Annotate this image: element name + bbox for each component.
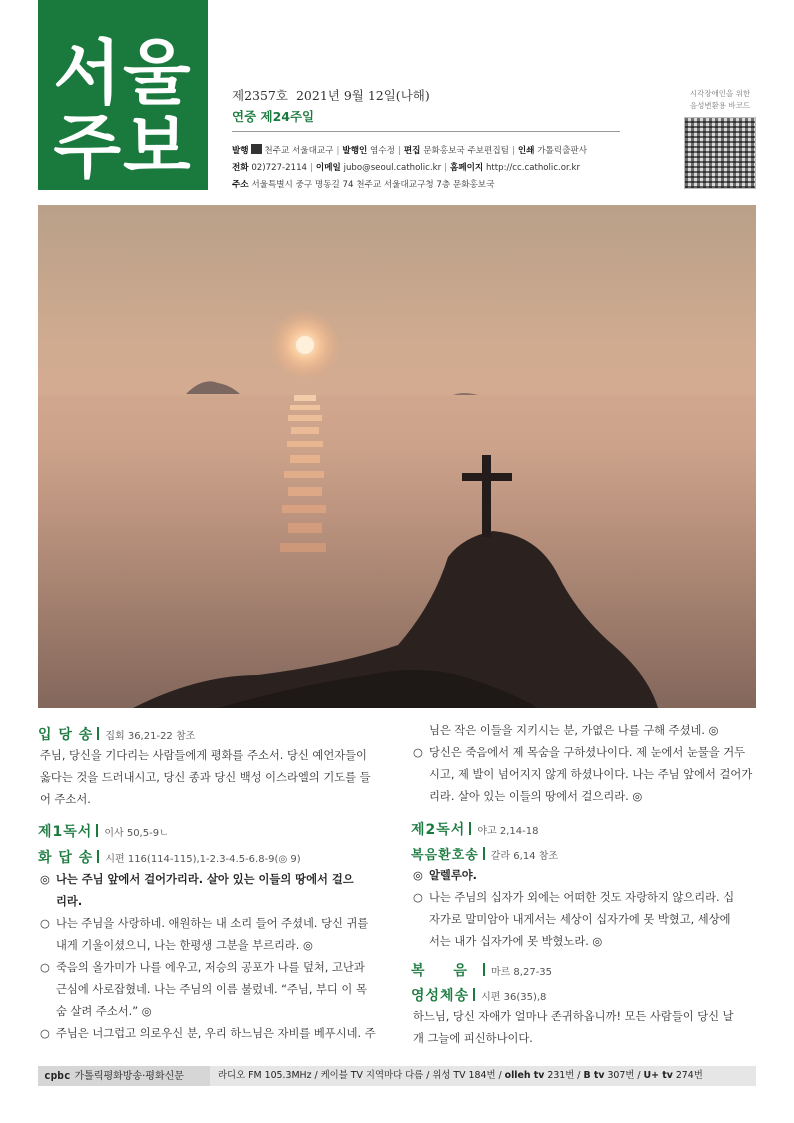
contact-info-line: 전화 02)727-2114 | 이메일 jubo@seoul.catholic.kr | 홈페이지 http://cc.catholic.or.kr — [232, 163, 581, 173]
gospel-acclamation-ref: 갈라 6,14 참조 — [490, 851, 559, 862]
gospel-title: 복 음 — [411, 963, 479, 979]
section-bar — [96, 824, 98, 837]
second-reading-header — [411, 819, 538, 839]
psalm-response-line1: 나는 주님 앞에서 걸어가리라. 살아 있는 이들의 땅에서 걸으 — [56, 873, 354, 886]
section-bar — [483, 963, 485, 976]
masthead-title-line1: 서울 — [53, 32, 193, 114]
entrance-antiphon-title: 입 당 송 — [38, 727, 94, 743]
publisher-info-line: 발행 천주교 서울대교구 | 발행인 염수정 | 편집 문화홍보국 주보편집팀 | 인쇄 가톨릭출판사 — [232, 146, 588, 156]
psalm-response-line2: 리라. — [56, 895, 83, 908]
psalm-v1-line2: 내게 기울이셨으니, 나는 한평생 그분을 부르리라. ◎ — [56, 939, 313, 952]
section-bar — [469, 822, 471, 835]
entrance-antiphon-header — [38, 724, 195, 744]
verse-mark-icon: ○ — [40, 961, 50, 974]
header-divider — [232, 131, 620, 132]
psalm-v3-line2: 님은 작은 이들을 지키시는 분, 가엾은 나를 구해 주셨네. ◎ — [429, 724, 719, 737]
communion-line1: 하느님, 당신 자애가 얼마나 존귀하옵니까! 모든 사람들이 당신 날 — [413, 1010, 734, 1023]
printer-value: 가톨릭출판사 — [537, 146, 588, 156]
psalm-v4-line3: 리라. 살아 있는 이들의 땅에서 걸으리라. ◎ — [429, 790, 643, 803]
publisher-value: 천주교 서울대교구 — [264, 146, 334, 156]
psalm-header — [38, 847, 301, 867]
liturgical-season: 연중 제24주일 — [232, 109, 315, 124]
psalm-v2-line2: 근심에 사로잡혔네. 나는 주님의 이름 불렀네. “주님, 부디 이 목 — [56, 983, 367, 996]
section-bar — [97, 727, 99, 740]
communion-line2: 개 그늘에 피신하나이다. — [413, 1032, 533, 1045]
broadcast-footer — [38, 1066, 756, 1086]
psalm-verse-3-cont — [411, 720, 718, 742]
broadcast-channels — [218, 1066, 703, 1086]
section-bar — [97, 850, 99, 863]
qr-caption-line2: 음성변환용 바코드 — [689, 101, 751, 110]
address-value: 서울특별시 중구 명동길 74 천주교 서울대교구청 7층 문화홍보국 — [251, 180, 495, 190]
psalm-verse-1 — [38, 913, 368, 957]
psalm-verse-4 — [411, 742, 752, 808]
cpbc-brand-name: 가톨릭평화방송·평화신문 — [74, 1071, 184, 1082]
psalm-v2-line1: 죽음의 올가미가 나를 에우고, 저승의 공포가 나를 덮쳐, 고난과 — [56, 961, 365, 974]
psalm-v2-line3: 숨 살려 주소서.” ◎ — [56, 1005, 152, 1018]
address-label: 주소 — [232, 180, 249, 190]
gospel-acclamation-header — [411, 844, 558, 863]
response-mark-icon: ◎ — [40, 873, 50, 886]
entrance-antiphon-ref: 집회 36,21-22 참조 — [105, 731, 196, 742]
gospel-acclamation-response — [411, 865, 477, 887]
homepage-link[interactable]: http://cc.catholic.or.kr — [485, 163, 581, 173]
response-mark-icon: ◎ — [413, 869, 423, 882]
archdiocese-emblem-icon — [251, 144, 262, 154]
gospel-header — [411, 960, 552, 980]
sunset-sea-cross-photo — [38, 205, 756, 708]
psalm-verse-2 — [38, 957, 367, 1023]
psalm-v4-line2: 시고, 제 발이 넘어지지 않게 하셨나이다. 나는 주님 앞에서 걸어가 — [429, 768, 753, 781]
entrance-line3: 어 주소서. — [40, 793, 91, 806]
issue-line — [232, 86, 438, 104]
psalm-title: 화 답 송 — [38, 850, 94, 866]
address-line — [232, 178, 494, 190]
first-reading-header — [38, 821, 169, 841]
editor-label: 편집 — [403, 146, 421, 156]
second-reading-ref: 야고 2,14-18 — [477, 826, 539, 837]
section-bar — [473, 988, 475, 1001]
communion-antiphon-text — [413, 1006, 734, 1050]
olleh-tv-logo-icon: olleh tv — [504, 1070, 545, 1081]
psalm-v3-line1: 주님은 너그럽고 의로우신 분, 우리 하느님은 자비를 베푸시네. 주 — [56, 1027, 376, 1040]
publisher-label: 발행 — [232, 146, 249, 156]
psalm-v1-line1: 나는 주님을 사랑하네. 애원하는 내 소리 들어 주셨네. 당신 귀를 — [56, 917, 369, 930]
olleh-channel: 231번 / — [547, 1070, 581, 1081]
acclamation-line2: 자가로 말미암아 내게서는 세상이 십자가에 못 박혔고, 세상에 — [429, 913, 731, 926]
sun — [296, 336, 314, 354]
btv-logo-icon: B tv — [583, 1070, 605, 1081]
masthead-logo-box — [38, 0, 208, 190]
psalm-v4-line1: 당신은 죽음에서 제 목숨을 구하셨나이다. 제 눈에서 눈물을 거두 — [429, 746, 746, 759]
psalm-response — [38, 869, 354, 913]
section-bar — [483, 847, 485, 860]
cpbc-brand — [38, 1066, 210, 1086]
alleluia-text: 알렐루야. — [429, 869, 477, 882]
first-reading-title: 제1독서 — [38, 824, 93, 840]
psalm-ref: 시편 116(114-115),1-2.3-4.5-6.8-9(◎ 9) — [105, 854, 301, 865]
email-value[interactable]: jubo@seoul.catholic.kr — [343, 163, 442, 173]
entrance-line1: 주님, 당신을 기다리는 사람들에게 평화를 주소서. 당신 예언자들이 — [40, 749, 367, 762]
photo-illustration — [38, 205, 756, 708]
acclamation-line1: 나는 주님의 십자가 외에는 어떠한 것도 자랑하지 않으리라. 십 — [429, 891, 735, 904]
entrance-line2: 옳다는 것을 드러내시고, 당신 종과 당신 백성 이스라엘의 기도를 들 — [40, 771, 371, 784]
btv-channel: 307번 / — [607, 1070, 641, 1081]
editor-value: 문화홍보국 주보편집팀 — [423, 146, 509, 156]
gospel-acclamation-verse — [411, 887, 734, 953]
distant-island — [186, 381, 240, 394]
issue-number: 제2357호 — [232, 88, 288, 103]
distant-rock — [453, 393, 478, 395]
issue-date: 2021년 9월 12일(나해) — [295, 88, 430, 103]
issuer-label: 발행인 — [342, 146, 368, 156]
masthead-title-line2: 주보 — [53, 106, 193, 188]
psalm-verse-3 — [38, 1023, 376, 1045]
homepage-label: 홈페이지 — [450, 163, 484, 173]
phone-value: 02)727-2114 — [251, 163, 308, 173]
verse-mark-icon: ○ — [413, 891, 423, 904]
gospel-acclamation-title: 복음환호송 — [411, 848, 479, 863]
qr-caption-line1: 시각장애인을 위한 — [689, 89, 751, 98]
uplus-tv-logo-icon: U+ tv — [643, 1070, 673, 1081]
communion-antiphon-title: 영성체송 — [411, 988, 470, 1004]
verse-mark-icon: ○ — [413, 746, 423, 759]
printer-label: 인쇄 — [517, 146, 535, 156]
communion-antiphon-ref: 시편 36(35),8 — [481, 992, 547, 1003]
qr-caption — [670, 88, 770, 112]
email-label: 이메일 — [315, 163, 341, 173]
entrance-antiphon-text — [40, 745, 371, 811]
second-reading-title: 제2독서 — [411, 822, 466, 838]
phone-label: 전화 — [232, 163, 249, 173]
gospel-ref: 마르 8,27-35 — [490, 967, 553, 978]
broadcast-text: 라디오 FM 105.3MHz / 케이블 TV 지역마다 다름 / 위성 TV 184번 / — [218, 1070, 502, 1081]
communion-antiphon-header — [411, 985, 546, 1005]
acclamation-line3: 서는 내가 십자가에 못 박혔노라. ◎ — [429, 935, 603, 948]
verse-mark-icon: ○ — [40, 917, 50, 930]
verse-mark-icon: ○ — [40, 1027, 50, 1040]
first-reading-ref: 이사 50,5-9ㄴ — [104, 828, 169, 839]
voice-barcode-qr-icon — [684, 117, 756, 189]
uplus-channel: 274번 — [675, 1070, 703, 1081]
issuer-value: 염수정 — [370, 146, 395, 156]
cpbc-logo-icon: cpbc — [44, 1069, 71, 1082]
